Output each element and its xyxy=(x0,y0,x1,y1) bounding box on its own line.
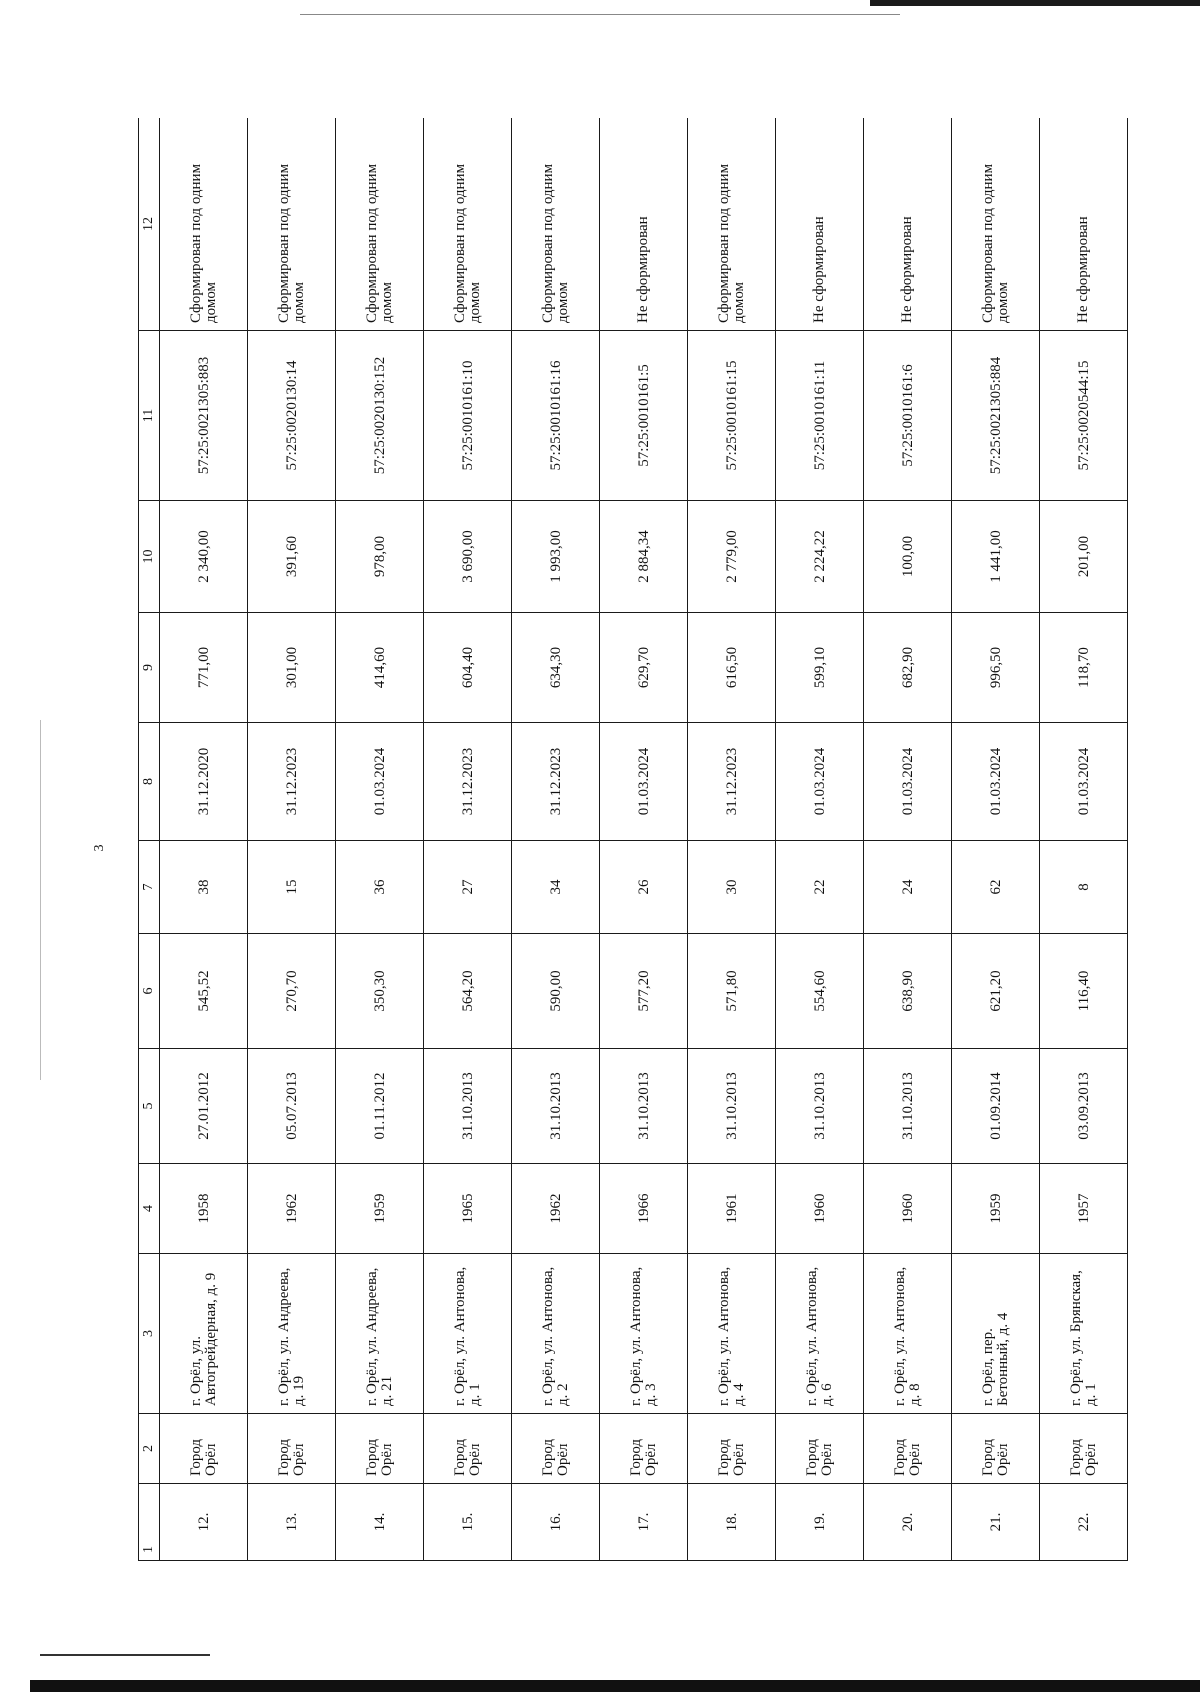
column-number: 6 xyxy=(139,934,160,1049)
land-status-cell: Сформирован под одним домом xyxy=(512,118,600,331)
table-row xyxy=(600,118,688,1561)
address-cell: г. Орёл, ул. Андреева, д. 21 xyxy=(336,1254,424,1414)
cadastral-number-cell: 57:25:0020544:15 xyxy=(1040,331,1128,501)
deadline-cell: 01.03.2024 xyxy=(1040,723,1128,841)
table-row xyxy=(336,118,424,1561)
page-number: 3 xyxy=(92,844,107,852)
address-cell: г. Орёл, ул. Андреева, д. 19 xyxy=(248,1254,336,1414)
area-cell: 270,70 xyxy=(248,934,336,1049)
date-cell: 31.10.2013 xyxy=(600,1049,688,1164)
land-area-cell: 1 441,00 xyxy=(952,501,1040,613)
area-cell: 545,52 xyxy=(160,934,248,1049)
land-status-cell: Не сформирован xyxy=(864,118,952,331)
land-status-cell: Не сформирован xyxy=(600,118,688,331)
table-row xyxy=(952,118,1040,1561)
deadline-cell: 31.12.2023 xyxy=(424,723,512,841)
date-cell: 31.10.2013 xyxy=(776,1049,864,1164)
living-area-cell: 414,60 xyxy=(336,613,424,723)
table-body xyxy=(139,118,1128,1561)
land-status-cell: Сформирован под одним домом xyxy=(160,118,248,331)
area-cell: 590,00 xyxy=(512,934,600,1049)
row-number: 13. xyxy=(248,1484,336,1561)
column-number: 12 xyxy=(139,118,160,331)
year-cell: 1960 xyxy=(864,1164,952,1254)
column-number-row xyxy=(139,118,160,1561)
living-area-cell: 616,50 xyxy=(688,613,776,723)
date-cell: 31.10.2013 xyxy=(512,1049,600,1164)
table-frame xyxy=(138,118,1128,1561)
column-number: 5 xyxy=(139,1049,160,1164)
table-row xyxy=(688,118,776,1561)
settlement-cell: Город Орёл xyxy=(952,1414,1040,1484)
residents-cell: 22 xyxy=(776,841,864,934)
living-area-cell: 599,10 xyxy=(776,613,864,723)
deadline-cell: 01.03.2024 xyxy=(600,723,688,841)
settlement-cell: Город Орёл xyxy=(424,1414,512,1484)
area-cell: 116,40 xyxy=(1040,934,1128,1049)
housing-register-table xyxy=(138,118,1128,1561)
address-cell: г. Орёл, ул. Антонова, д. 1 xyxy=(424,1254,512,1414)
date-cell: 31.10.2013 xyxy=(864,1049,952,1164)
column-number: 7 xyxy=(139,841,160,934)
cadastral-number-cell: 57:25:0020130:14 xyxy=(248,331,336,501)
column-number: 2 xyxy=(139,1414,160,1484)
land-status-cell: Сформирован под одним домом xyxy=(248,118,336,331)
land-area-cell: 978,00 xyxy=(336,501,424,613)
scan-border-bottom xyxy=(30,1680,1200,1692)
land-area-cell: 1 993,00 xyxy=(512,501,600,613)
living-area-cell: 118,70 xyxy=(1040,613,1128,723)
date-cell: 27.01.2012 xyxy=(160,1049,248,1164)
year-cell: 1959 xyxy=(336,1164,424,1254)
year-cell: 1965 xyxy=(424,1164,512,1254)
column-number: 8 xyxy=(139,723,160,841)
land-area-cell: 201,00 xyxy=(1040,501,1128,613)
land-area-cell: 2 884,34 xyxy=(600,501,688,613)
living-area-cell: 771,00 xyxy=(160,613,248,723)
area-cell: 577,20 xyxy=(600,934,688,1049)
land-status-cell: Сформирован под одним домом xyxy=(952,118,1040,331)
address-cell: г. Орёл, ул. Антонова, д. 6 xyxy=(776,1254,864,1414)
land-status-cell: Сформирован под одним домом xyxy=(688,118,776,331)
deadline-cell: 01.03.2024 xyxy=(776,723,864,841)
land-status-cell: Не сформирован xyxy=(776,118,864,331)
living-area-cell: 629,70 xyxy=(600,613,688,723)
column-number: 3 xyxy=(139,1254,160,1414)
cadastral-number-cell: 57:25:0010161:6 xyxy=(864,331,952,501)
table-row xyxy=(776,118,864,1561)
land-status-cell: Сформирован под одним домом xyxy=(336,118,424,331)
residents-cell: 62 xyxy=(952,841,1040,934)
row-number: 19. xyxy=(776,1484,864,1561)
table-row xyxy=(512,118,600,1561)
address-cell: г. Орёл, ул. Антонова, д. 4 xyxy=(688,1254,776,1414)
residents-cell: 34 xyxy=(512,841,600,934)
living-area-cell: 996,50 xyxy=(952,613,1040,723)
column-number: 11 xyxy=(139,331,160,501)
residents-cell: 24 xyxy=(864,841,952,934)
row-number: 21. xyxy=(952,1484,1040,1561)
address-cell: г. Орёл, ул. Антонова, д. 3 xyxy=(600,1254,688,1414)
date-cell: 05.07.2013 xyxy=(248,1049,336,1164)
deadline-cell: 31.12.2023 xyxy=(512,723,600,841)
settlement-cell: Город Орёл xyxy=(336,1414,424,1484)
date-cell: 01.09.2014 xyxy=(952,1049,1040,1164)
settlement-cell: Город Орёл xyxy=(864,1414,952,1484)
row-number: 18. xyxy=(688,1484,776,1561)
settlement-cell: Город Орёл xyxy=(688,1414,776,1484)
row-number: 14. xyxy=(336,1484,424,1561)
residents-cell: 15 xyxy=(248,841,336,934)
column-number: 10 xyxy=(139,501,160,613)
table-row xyxy=(160,118,248,1561)
area-cell: 350,30 xyxy=(336,934,424,1049)
area-cell: 638,90 xyxy=(864,934,952,1049)
residents-cell: 38 xyxy=(160,841,248,934)
address-cell: г. Орёл, ул. Автогрейдерная, д. 9 xyxy=(160,1254,248,1414)
date-cell: 03.09.2013 xyxy=(1040,1049,1128,1164)
land-area-cell: 100,00 xyxy=(864,501,952,613)
cadastral-number-cell: 57:25:0021305:884 xyxy=(952,331,1040,501)
cadastral-number-cell: 57:25:0021305:883 xyxy=(160,331,248,501)
area-cell: 554,60 xyxy=(776,934,864,1049)
land-area-cell: 2 340,00 xyxy=(160,501,248,613)
residents-cell: 30 xyxy=(688,841,776,934)
table-row xyxy=(248,118,336,1561)
address-cell: г. Орёл, ул. Брянская, д. 1 xyxy=(1040,1254,1128,1414)
cadastral-number-cell: 57:25:0010161:5 xyxy=(600,331,688,501)
table-row xyxy=(1040,118,1128,1561)
deadline-cell: 01.03.2024 xyxy=(864,723,952,841)
cadastral-number-cell: 57:25:0010161:16 xyxy=(512,331,600,501)
residents-cell: 36 xyxy=(336,841,424,934)
land-area-cell: 2 779,00 xyxy=(688,501,776,613)
year-cell: 1962 xyxy=(512,1164,600,1254)
address-cell: г. Орёл, пер. Бетонный, д. 4 xyxy=(952,1254,1040,1414)
date-cell: 31.10.2013 xyxy=(424,1049,512,1164)
address-cell: г. Орёл, ул. Антонова, д. 8 xyxy=(864,1254,952,1414)
row-number: 12. xyxy=(160,1484,248,1561)
settlement-cell: Город Орёл xyxy=(600,1414,688,1484)
settlement-cell: Город Орёл xyxy=(512,1414,600,1484)
scan-line-top xyxy=(300,14,900,15)
year-cell: 1966 xyxy=(600,1164,688,1254)
deadline-cell: 31.12.2020 xyxy=(160,723,248,841)
cadastral-number-cell: 57:25:0020130:152 xyxy=(336,331,424,501)
cadastral-number-cell: 57:25:0010161:11 xyxy=(776,331,864,501)
address-cell: г. Орёл, ул. Антонова, д. 2 xyxy=(512,1254,600,1414)
row-number: 17. xyxy=(600,1484,688,1561)
column-number: 1 xyxy=(139,1484,160,1561)
table-row xyxy=(864,118,952,1561)
deadline-cell: 01.03.2024 xyxy=(336,723,424,841)
row-number: 22. xyxy=(1040,1484,1128,1561)
date-cell: 01.11.2012 xyxy=(336,1049,424,1164)
area-cell: 621,20 xyxy=(952,934,1040,1049)
column-number: 4 xyxy=(139,1164,160,1254)
date-cell: 31.10.2013 xyxy=(688,1049,776,1164)
rotated-table-wrapper xyxy=(138,118,1128,1561)
land-area-cell: 2 224,22 xyxy=(776,501,864,613)
living-area-cell: 682,90 xyxy=(864,613,952,723)
row-number: 15. xyxy=(424,1484,512,1561)
living-area-cell: 634,30 xyxy=(512,613,600,723)
deadline-cell: 31.12.2023 xyxy=(688,723,776,841)
table-row xyxy=(424,118,512,1561)
scan-line-bottom xyxy=(40,1654,210,1656)
cadastral-number-cell: 57:25:0010161:10 xyxy=(424,331,512,501)
settlement-cell: Город Орёл xyxy=(1040,1414,1128,1484)
year-cell: 1962 xyxy=(248,1164,336,1254)
residents-cell: 27 xyxy=(424,841,512,934)
row-number: 20. xyxy=(864,1484,952,1561)
area-cell: 571,80 xyxy=(688,934,776,1049)
cadastral-number-cell: 57:25:0010161:15 xyxy=(688,331,776,501)
year-cell: 1958 xyxy=(160,1164,248,1254)
land-status-cell: Не сформирован xyxy=(1040,118,1128,331)
settlement-cell: Город Орёл xyxy=(160,1414,248,1484)
deadline-cell: 31.12.2023 xyxy=(248,723,336,841)
scan-edge-left xyxy=(40,720,41,1080)
row-number: 16. xyxy=(512,1484,600,1561)
residents-cell: 8 xyxy=(1040,841,1128,934)
living-area-cell: 604,40 xyxy=(424,613,512,723)
residents-cell: 26 xyxy=(600,841,688,934)
land-area-cell: 3 690,00 xyxy=(424,501,512,613)
land-area-cell: 391,60 xyxy=(248,501,336,613)
column-number: 9 xyxy=(139,613,160,723)
area-cell: 564,20 xyxy=(424,934,512,1049)
living-area-cell: 301,00 xyxy=(248,613,336,723)
settlement-cell: Город Орёл xyxy=(248,1414,336,1484)
year-cell: 1957 xyxy=(1040,1164,1128,1254)
year-cell: 1959 xyxy=(952,1164,1040,1254)
land-status-cell: Сформирован под одним домом xyxy=(424,118,512,331)
deadline-cell: 01.03.2024 xyxy=(952,723,1040,841)
year-cell: 1961 xyxy=(688,1164,776,1254)
scan-border-top xyxy=(870,0,1200,6)
year-cell: 1960 xyxy=(776,1164,864,1254)
settlement-cell: Город Орёл xyxy=(776,1414,864,1484)
